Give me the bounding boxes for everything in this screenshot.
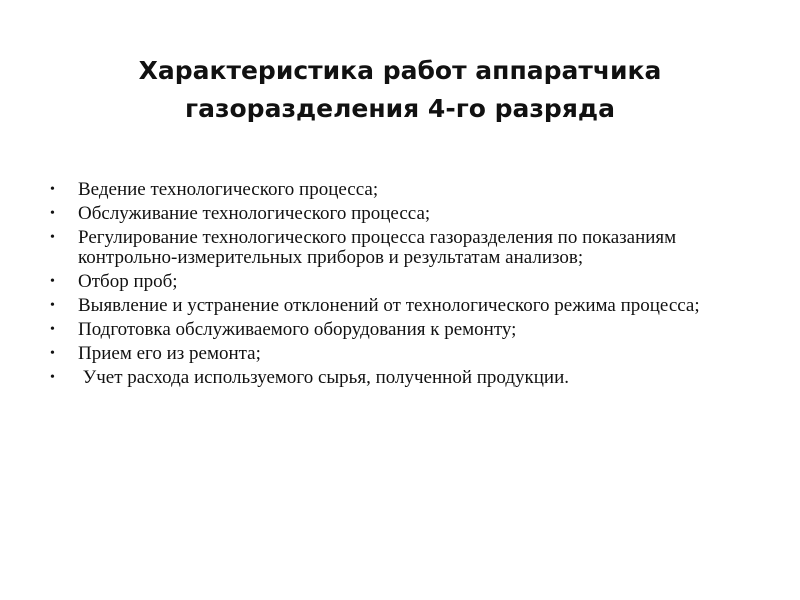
list-item	[48, 272, 728, 292]
bullet-icon: •	[50, 298, 55, 313]
slide-title-line-1: Характеристика работ аппаратчика	[138, 56, 662, 85]
list-item-text: Учет расхода используемого сырья, полученной продукции.	[78, 367, 570, 388]
list-item	[48, 228, 728, 268]
bullet-icon: •	[50, 230, 55, 245]
list-item-text: Прием его из ремонта;	[78, 343, 261, 364]
list-item-text: Выявление и устранение отклонений от технологического режима процесса;	[78, 295, 700, 316]
list-item-text: Регулирование технологического процесса газоразделения по показаниям контрольно-измерительных приборов и результатам анализов;	[78, 227, 681, 268]
list-item-text: Отбор проб;	[78, 271, 178, 292]
list-item	[48, 296, 728, 316]
slide-title-line-2: газоразделения 4-го разряда	[185, 94, 615, 123]
bullet-icon: •	[50, 274, 55, 289]
bullet-icon: •	[50, 370, 55, 385]
list-item	[48, 180, 728, 200]
list-item-text: Ведение технологического процесса;	[78, 179, 379, 200]
bullet-list	[48, 180, 728, 392]
list-item	[48, 368, 728, 388]
bullet-icon: •	[50, 322, 55, 337]
list-item-text: Подготовка обслуживаемого оборудования к ремонту;	[78, 319, 517, 340]
bullet-icon: •	[50, 182, 55, 197]
list-item	[48, 344, 728, 364]
bullet-icon: •	[50, 206, 55, 221]
list-item-text: Обслуживание технологического процесса;	[78, 203, 431, 224]
list-item	[48, 204, 728, 224]
bullet-icon: •	[50, 346, 55, 361]
list-item	[48, 320, 728, 340]
slide-title	[40, 52, 760, 128]
